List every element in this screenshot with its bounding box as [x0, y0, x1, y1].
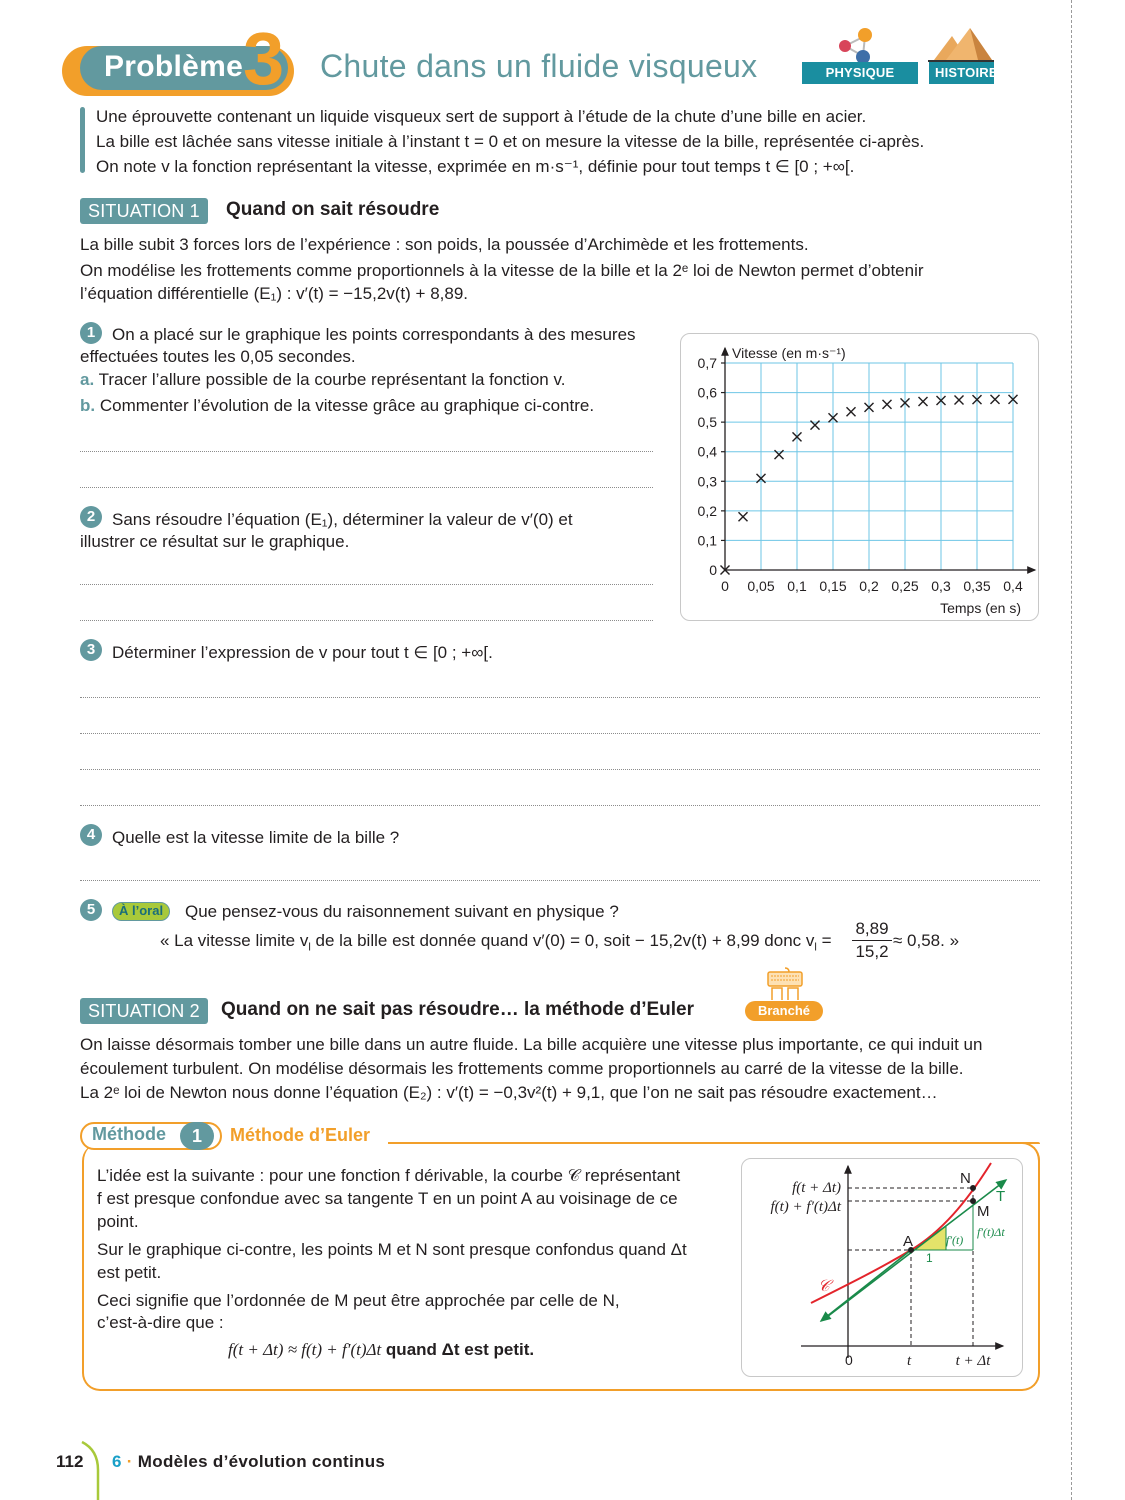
situation-1-text-2: On modélise les frottements comme proportionnels à la vitesse de la bille et la 2ᵉ loi de Newton permet d’obtenir: [80, 261, 924, 280]
keyboard-hands-icon: [765, 966, 805, 1002]
svg-text:0,15: 0,15: [819, 578, 847, 594]
question-1a: [80, 368, 565, 391]
method-line-7: c’est-à-dire que :: [97, 1313, 224, 1332]
question-1-line-2: effectuées toutes les 0,05 secondes.: [80, 347, 356, 366]
situation-1-title: Quand on sait résoudre: [226, 199, 440, 220]
question-1a-letter: a.: [80, 370, 95, 389]
quote-part: de la bille est donnée quand v′(0) = 0, soit − 15,2v(t) + 8,99 donc v: [310, 931, 815, 950]
quote-sub: l: [814, 941, 817, 954]
question-3-number: 3: [80, 639, 102, 661]
method-line-2: f est presque confondue avec sa tangente T en un point A au voisinage de ce: [97, 1189, 678, 1208]
chapter-title: Modèles d’évolution continus: [137, 1452, 386, 1471]
formula-tail: quand Δt est petit.: [381, 1340, 535, 1359]
method-line-3: point.: [97, 1212, 139, 1231]
answer-line[interactable]: [80, 451, 653, 452]
answer-line[interactable]: [80, 880, 1040, 881]
method-box-top-line: [388, 1142, 1040, 1144]
method-label: Méthode: [92, 1124, 166, 1144]
label-tangent: T: [996, 1188, 1006, 1205]
molecule-icon: [835, 26, 879, 66]
label-origin: 0: [845, 1352, 853, 1368]
label-t-dt: t + Δt: [955, 1353, 991, 1369]
euler-formula: [228, 1338, 534, 1362]
method-line-1: L’idée est la suivante : pour une fonction f dérivable, la courbe 𝒞 représentant: [97, 1166, 681, 1185]
question-1a-text: Tracer l’allure possible de la courbe représentant la fonction v.: [98, 370, 566, 389]
branche-badge[interactable]: Branché: [745, 1001, 823, 1021]
oral-badge: À l’oral: [112, 902, 170, 921]
question-5-number: 5: [80, 899, 102, 921]
svg-text:0: 0: [721, 578, 729, 594]
fraction-denominator: 15,2: [855, 942, 889, 961]
intro-accent-bar: [80, 107, 85, 173]
page-margin-dashed-line: [1071, 0, 1072, 1500]
method-number: 1: [180, 1122, 214, 1150]
svg-text:0,05: 0,05: [747, 578, 775, 594]
label-curve: 𝒞: [818, 1278, 830, 1295]
label-point-n: N: [960, 1170, 971, 1187]
answer-line[interactable]: [80, 733, 1040, 734]
answer-line[interactable]: [80, 805, 1040, 806]
chapter-separator: ·: [126, 1452, 133, 1471]
footer-chapter: [112, 1452, 385, 1472]
intro-line-3: On note v la fonction représentant la vitesse, exprimée en m·s⁻¹, définie pour tout temps t ∈ [0 ; +∞[.: [96, 157, 855, 176]
label-rise: f′(t)Δt: [977, 1225, 1005, 1239]
svg-text:Vitesse (en m·s⁻¹): Vitesse (en m·s⁻¹): [732, 345, 846, 361]
situation-2-text-3: La 2ᵉ loi de Newton nous donne l’équation (E₂) : v′(t) = −0,3v²(t) + 9,1, que l’on ne sait pas résoudre exactement…: [80, 1083, 938, 1102]
svg-text:0,4: 0,4: [1003, 578, 1023, 594]
question-2-number: 2: [80, 506, 102, 528]
question-5-quote: [160, 929, 832, 959]
situation-2-badge: SITUATION 2: [80, 998, 208, 1024]
intro-line-1: Une éprouvette contenant un liquide visqueux sert de support à l’étude de la chute d’une bille en acier.: [96, 107, 867, 126]
page-title: Chute dans un fluide visqueux: [320, 48, 758, 84]
svg-text:0: 0: [709, 562, 717, 578]
method-line-4: Sur le graphique ci-contre, les points M et N sont presque confondus quand Δt: [97, 1240, 687, 1259]
problem-number: 3: [243, 17, 285, 100]
quote-fraction: [852, 918, 892, 963]
problem-label: Problème: [104, 50, 244, 83]
question-1b: [80, 394, 594, 417]
answer-line[interactable]: [80, 769, 1040, 770]
situation-1-text-3: l’équation différentielle (E₁) : v′(t) = −15,2v(t) + 8,89.: [80, 284, 469, 303]
svg-text:0,2: 0,2: [697, 502, 717, 519]
svg-text:0,1: 0,1: [787, 578, 807, 594]
question-2-line-1: Sans résoudre l’équation (E₁), déterminer la valeur de v′(0) et: [112, 510, 573, 529]
method-line-5: est petit.: [97, 1263, 162, 1282]
label-slope: f′(t): [946, 1233, 964, 1247]
footer-divider: [80, 1440, 104, 1500]
svg-text:0,3: 0,3: [931, 578, 951, 594]
label-run: 1: [926, 1251, 933, 1265]
pyramid-icon: [928, 26, 994, 62]
answer-line[interactable]: [80, 584, 653, 585]
situation-1-text-1: La bille subit 3 forces lors de l’expérience : son poids, la poussée d’Archimède et les frottements.: [80, 235, 809, 254]
fraction-numerator: 8,89: [852, 918, 892, 941]
question-3-text: Déterminer l’expression de v pour tout t ∈ [0 ; +∞[.: [112, 643, 493, 662]
svg-text:0,6: 0,6: [697, 384, 717, 401]
method-line-6: Ceci signifie que l’ordonnée de M peut être approchée par celle de N,: [97, 1291, 620, 1310]
quote-end: ≈ 0,58. »: [893, 931, 960, 950]
question-1-number: 1: [80, 322, 102, 344]
question-5-text: Que pensez-vous du raisonnement suivant en physique ?: [185, 902, 619, 921]
method-title: Méthode d’Euler: [230, 1125, 371, 1145]
quote-part: =: [816, 931, 832, 950]
question-1b-text: Commenter l’évolution de la vitesse grâce au graphique ci-contre.: [99, 396, 595, 415]
answer-line[interactable]: [80, 620, 653, 621]
svg-text:0,7: 0,7: [697, 355, 717, 371]
label-point-a: A: [903, 1233, 914, 1250]
svg-text:0,2: 0,2: [859, 578, 879, 594]
svg-text:0,5: 0,5: [697, 414, 717, 431]
question-4-number: 4: [80, 824, 102, 846]
situation-2-text-1: On laisse désormais tomber une bille dans un autre fluide. La bille acquière une vitesse plus importante, ce qui induit un: [80, 1035, 983, 1054]
question-1-line-1: On a placé sur le graphique les points correspondants à des mesures: [112, 325, 636, 344]
quote-part: « La vitesse limite v: [160, 931, 309, 950]
euler-tangent-diagram: [741, 1158, 1025, 1378]
label-t: t: [907, 1353, 912, 1369]
label-f-t-dt: f(t + Δt): [792, 1180, 841, 1196]
label-approx: f(t) + f′(t)Δt: [770, 1199, 841, 1215]
intro-line-2: La bille est lâchée sans vitesse initiale à l’instant t = 0 et on mesure la vitesse de la bille, représentée ci-après.: [96, 132, 925, 151]
svg-text:0,35: 0,35: [963, 578, 991, 594]
question-4-text: Quelle est la vitesse limite de la bille ?: [112, 828, 400, 847]
svg-text:0,1: 0,1: [697, 532, 717, 549]
velocity-scatter-chart: [680, 333, 1040, 623]
svg-text:0,3: 0,3: [697, 473, 717, 490]
page-number: 112: [56, 1452, 84, 1471]
situation-2-title: Quand on ne sait pas résoudre… la méthode d’Euler: [221, 999, 694, 1020]
tag-physique-chimie: PHYSIQUE CHIMIE: [802, 62, 918, 84]
answer-line[interactable]: [80, 697, 1040, 698]
svg-text:0,4: 0,4: [697, 443, 717, 460]
chapter-number: 6: [112, 1452, 122, 1471]
label-point-m: M: [977, 1203, 990, 1220]
situation-1-badge: SITUATION 1: [80, 198, 208, 224]
situation-2-text-2: écoulement turbulent. On modélise désormais les frottements comme proportionnels au carré de la vitesse de la bille.: [80, 1059, 964, 1078]
svg-text:Temps (en s): Temps (en s): [940, 600, 1021, 616]
answer-line[interactable]: [80, 487, 653, 488]
question-2-line-2: illustrer ce résultat sur le graphique.: [80, 532, 350, 551]
question-1b-letter: b.: [80, 396, 96, 415]
tag-histoire: HISTOIRE: [929, 62, 994, 84]
svg-text:0,25: 0,25: [891, 578, 919, 594]
quote-sub: l: [308, 941, 311, 954]
formula-math: f(t + Δt) ≈ f(t) + f′(t)Δt: [228, 1340, 382, 1359]
